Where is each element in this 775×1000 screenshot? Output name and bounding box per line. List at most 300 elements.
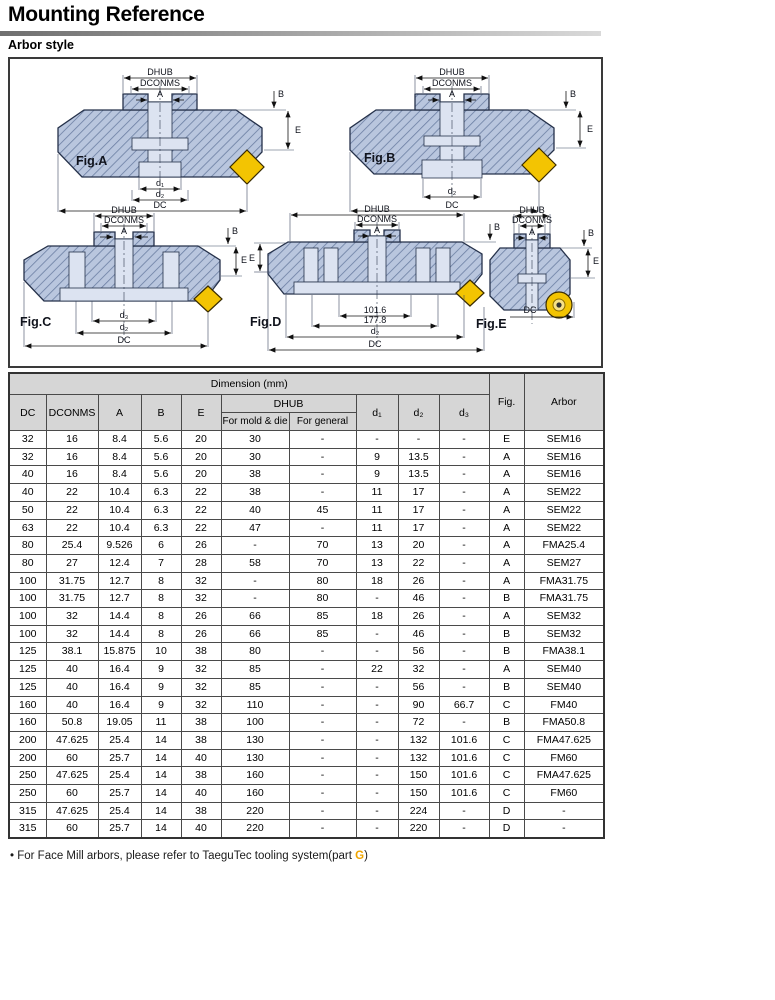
table-cell: B [489,714,524,732]
footnote [10,850,368,862]
table-cell: - [356,767,398,785]
table-cell: 45 [289,501,356,519]
footnote-bullet: • [10,850,15,862]
table-cell: A [489,554,524,572]
table-cell: SEM16 [524,431,604,449]
table-cell: 32 [9,448,46,466]
table-cell: 160 [221,785,289,803]
footnote-text: For Face Mill arbors, please refer to TaeguTec tooling system(part [14,850,356,862]
table-cell: 220 [398,820,439,838]
dim-label-b: B [231,226,239,236]
table-cell: - [289,714,356,732]
table-cell: 10 [141,643,181,661]
dim-label-dc: DC [523,305,537,315]
table-cell: SEM22 [524,501,604,519]
table-cell: 25.4 [98,731,141,749]
table-cell: 66 [221,608,289,626]
table-cell: 70 [289,554,356,572]
column-header-dc: DC [9,395,46,431]
table-cell: SEM27 [524,554,604,572]
table-cell: 30 [221,431,289,449]
column-header-d2: d₂ [398,395,439,431]
dim-label-a: A [528,227,536,237]
table-cell: 160 [221,767,289,785]
table-cell: 14 [141,767,181,785]
table-cell: 12.7 [98,590,141,608]
table-row [9,678,604,696]
table-cell: A [489,519,524,537]
table-cell: 26 [398,572,439,590]
table-cell: 101.6 [439,749,489,767]
table-cell: 315 [9,820,46,838]
table-cell: 32 [181,678,221,696]
table-row [9,608,604,626]
table-cell: 250 [9,767,46,785]
table-row [9,749,604,767]
table-cell: B [489,625,524,643]
column-header-a: A [98,395,141,431]
table-cell: - [221,590,289,608]
table-cell: 26 [181,608,221,626]
table-cell: 50.8 [46,714,98,732]
table-cell: 20 [181,448,221,466]
table-cell: 160 [9,714,46,732]
table-cell: 63 [9,519,46,537]
table-row [9,572,604,590]
table-cell: 101.6 [439,731,489,749]
table-cell: 132 [398,749,439,767]
table-cell: - [439,519,489,537]
table-cell: 38.1 [46,643,98,661]
dim-label-dconms: DCONMS [512,215,552,225]
dim-label-b: B [587,228,595,238]
figure-caption: Fig.C [20,315,52,329]
column-header-dhub: DHUB [221,395,356,413]
table-body [9,431,604,839]
table-cell: 80 [9,554,46,572]
table-cell: 22 [46,519,98,537]
table-cell: - [439,537,489,555]
dim-label-d3: d₃ [119,310,129,320]
table-cell: B [489,678,524,696]
table-cell: 7 [141,554,181,572]
table-cell: 26 [181,537,221,555]
table-cell: 9 [356,448,398,466]
table-cell: E [489,431,524,449]
table-cell: - [356,678,398,696]
table-row [9,448,604,466]
table-cell: - [289,767,356,785]
dim-label-b: B [493,222,501,232]
table-cell: - [356,802,398,820]
table-row [9,590,604,608]
table-cell: - [356,431,398,449]
table-cell: 5.6 [141,448,181,466]
dim-label-dconms: DCONMS [140,78,180,88]
table-cell: 14.4 [98,608,141,626]
figure-a-diagram [20,64,310,214]
table-cell: 9 [356,466,398,484]
table-cell: 66.7 [439,696,489,714]
table-cell: 15.875 [98,643,141,661]
table-cell: 25.7 [98,785,141,803]
table-cell: 17 [398,501,439,519]
table-cell: 17 [398,484,439,502]
table-cell: FMA25.4 [524,537,604,555]
table-row [9,625,604,643]
table-cell: 13 [356,537,398,555]
table-cell: 22 [181,484,221,502]
table-cell: - [439,448,489,466]
table-cell: - [356,820,398,838]
table-cell: - [356,731,398,749]
dim-label-e: E [586,124,594,134]
table-cell: SEM22 [524,519,604,537]
table-cell: 12.7 [98,572,141,590]
table-cell: - [439,802,489,820]
table-cell: 60 [46,785,98,803]
figure-box [8,57,603,368]
table-cell: 16 [46,466,98,484]
table-cell: 25.4 [98,767,141,785]
table-cell: 200 [9,731,46,749]
dim-label-e: E [248,253,256,263]
dim-label-d2: d₂ [370,326,380,336]
table-cell: - [356,696,398,714]
table-cell: - [439,501,489,519]
column-header-dhub-general: For general [289,413,356,431]
table-row [9,484,604,502]
table-cell: 16.4 [98,661,141,679]
table-cell: - [289,484,356,502]
dim-label-dhub: DHUB [519,205,545,215]
table-cell: 60 [46,749,98,767]
table-cell: 18 [356,608,398,626]
table-cell: 9 [141,696,181,714]
dim-label-dc: DC [445,200,459,210]
table-cell: 132 [398,731,439,749]
table-cell: 22 [46,501,98,519]
section-subtitle: Arbor style [8,38,74,52]
table-title: Dimension (mm) [9,373,489,395]
table-cell: - [439,590,489,608]
figure-caption: Fig.D [250,315,282,329]
table-cell: 8.4 [98,466,141,484]
table-row [9,820,604,838]
table-cell: A [489,572,524,590]
table-cell: 200 [9,749,46,767]
table-cell: 9 [141,678,181,696]
column-header-d3: d₃ [439,395,489,431]
table-cell: - [356,590,398,608]
table-cell: - [439,661,489,679]
table-cell: 12.4 [98,554,141,572]
column-header-d1: d₁ [356,395,398,431]
dim-label-a: A [156,89,164,99]
table-cell: 50 [9,501,46,519]
table-cell: - [439,714,489,732]
table-row [9,731,604,749]
table-cell: 22 [356,661,398,679]
table-cell: A [489,661,524,679]
table-cell: 25.4 [98,802,141,820]
table-cell: B [489,643,524,661]
table-cell: 10.4 [98,501,141,519]
table-cell: 85 [289,608,356,626]
table-row [9,714,604,732]
table-row [9,802,604,820]
table-cell: FM60 [524,785,604,803]
table-cell: 32 [46,625,98,643]
table-cell: 20 [181,466,221,484]
table-cell: 38 [181,802,221,820]
column-header-e: E [181,395,221,431]
table-cell: 38 [181,714,221,732]
table-cell: 5.6 [141,431,181,449]
table-cell: - [289,696,356,714]
table-cell: 130 [221,749,289,767]
table-cell: 32 [9,431,46,449]
table-cell: SEM40 [524,661,604,679]
table-cell: - [289,820,356,838]
table-cell: 8 [141,608,181,626]
table-cell: FMA50.8 [524,714,604,732]
table-cell: 25.7 [98,749,141,767]
table-cell: 100 [9,590,46,608]
dim-label-a: A [373,225,381,235]
column-header-dhub-mold: For mold & die [221,413,289,431]
dim-label-a: A [120,226,128,236]
table-cell: 150 [398,767,439,785]
table-cell: A [489,608,524,626]
table-cell: 26 [181,625,221,643]
dim-label-dconms: DCONMS [357,214,397,224]
table-cell: - [524,802,604,820]
table-row [9,501,604,519]
table-cell: 25.4 [46,537,98,555]
table-row [9,466,604,484]
table-cell: 47.625 [46,731,98,749]
table-cell: 70 [289,537,356,555]
table-cell: 20 [398,537,439,555]
table-cell: 14 [141,731,181,749]
table-cell: 40 [9,484,46,502]
table-cell: - [289,466,356,484]
dim-label-d2: d₂ [119,322,129,332]
table-cell: C [489,696,524,714]
column-header-dconms: DCONMS [46,395,98,431]
table-cell: 47.625 [46,767,98,785]
table-cell: 90 [398,696,439,714]
table-cell: 100 [9,608,46,626]
table-cell: A [489,448,524,466]
table-cell: 31.75 [46,590,98,608]
table-cell: 60 [46,820,98,838]
table-cell: 80 [289,572,356,590]
table-cell: 27 [46,554,98,572]
table-cell: 38 [181,767,221,785]
table-cell: 14 [141,749,181,767]
table-cell: 46 [398,625,439,643]
table-cell: 22 [181,519,221,537]
table-cell: 19.05 [98,714,141,732]
table-cell: 100 [9,572,46,590]
table-cell: 10.4 [98,484,141,502]
table-cell: SEM32 [524,608,604,626]
table-cell: 150 [398,785,439,803]
table-cell: 125 [9,678,46,696]
table-cell: 6.3 [141,519,181,537]
table-cell: 14.4 [98,625,141,643]
table-cell: 16 [46,448,98,466]
footnote-part-ref: G [355,850,365,862]
table-cell: 38 [181,643,221,661]
table-cell: 22 [46,484,98,502]
table-cell: 46 [398,590,439,608]
table-cell: FMA38.1 [524,643,604,661]
table-cell: 13 [356,554,398,572]
table-row [9,519,604,537]
dim-label-bolt-circle-2: 177.8 [363,315,387,325]
table-cell: 11 [356,484,398,502]
table-cell: 101.6 [439,767,489,785]
table-cell: 40 [181,749,221,767]
title-rule [0,31,601,36]
table-cell: 80 [9,537,46,555]
table-cell: 9.526 [98,537,141,555]
dim-label-dhub: DHUB [111,205,137,215]
table-cell: 85 [221,661,289,679]
table-cell: 14 [141,820,181,838]
table-cell: 11 [356,501,398,519]
table-row [9,431,604,449]
table-cell: - [439,484,489,502]
dim-label-dhub: DHUB [364,204,390,214]
table-cell: - [289,519,356,537]
table-cell: - [221,572,289,590]
table-cell: FMA47.625 [524,731,604,749]
table-cell: - [439,554,489,572]
table-cell: 22 [181,501,221,519]
insert-screw-center [556,302,561,307]
table-cell: - [356,785,398,803]
table-cell: A [489,484,524,502]
table-cell: - [289,661,356,679]
table-cell: 13.5 [398,448,439,466]
table-cell: A [489,466,524,484]
table-cell: FM40 [524,696,604,714]
table-cell: 8 [141,572,181,590]
figure-caption: Fig.A [76,154,108,168]
table-cell: 28 [181,554,221,572]
table-cell: 38 [221,484,289,502]
table-cell: 40 [221,501,289,519]
table-cell: 32 [181,696,221,714]
table-cell: 56 [398,643,439,661]
table-cell: - [439,643,489,661]
table-cell: 101.6 [439,785,489,803]
table-cell: 47.625 [46,802,98,820]
table-cell: 38 [181,731,221,749]
table-cell: FMA47.625 [524,767,604,785]
table-cell: SEM40 [524,678,604,696]
table-cell: A [489,537,524,555]
table-row [9,537,604,555]
table-cell: - [439,431,489,449]
table-cell: 32 [181,572,221,590]
table-cell: 40 [46,696,98,714]
table-cell: 40 [181,785,221,803]
table-cell: - [221,537,289,555]
table-cell: 26 [398,608,439,626]
table-cell: 8.4 [98,431,141,449]
table-row [9,785,604,803]
table-cell: - [439,608,489,626]
table-cell: 40 [181,820,221,838]
dim-label-e: E [294,125,302,135]
table-cell: 47 [221,519,289,537]
table-cell: 10.4 [98,519,141,537]
table-cell: 9 [141,661,181,679]
table-cell: SEM16 [524,448,604,466]
table-cell: B [489,590,524,608]
table-cell: 38 [221,466,289,484]
table-cell: 13.5 [398,466,439,484]
table-cell: - [289,802,356,820]
dim-label-dconms: DCONMS [104,215,144,225]
figure-caption: Fig.E [476,317,507,331]
table-cell: FMA31.75 [524,572,604,590]
table-cell: 8 [141,590,181,608]
table-cell: - [356,643,398,661]
table-cell: 40 [9,466,46,484]
dim-label-dhub: DHUB [147,67,173,77]
table-cell: - [289,785,356,803]
table-cell: SEM22 [524,484,604,502]
dim-label-e: E [240,255,248,265]
page-title: Mounting Reference [8,3,205,26]
table-cell: 58 [221,554,289,572]
table-cell: 220 [221,820,289,838]
table-row [9,643,604,661]
dim-label-dconms: DCONMS [432,78,472,88]
table-cell: 22 [398,554,439,572]
dim-label-b: B [277,89,285,99]
table-cell: SEM32 [524,625,604,643]
table-cell: 6.3 [141,484,181,502]
table-cell: 16.4 [98,696,141,714]
table-cell: 85 [221,678,289,696]
table-cell: D [489,820,524,838]
table-cell: - [356,625,398,643]
table-cell: D [489,802,524,820]
table-cell: - [439,572,489,590]
table-cell: 8 [141,625,181,643]
table-cell: 56 [398,678,439,696]
table-cell: - [289,749,356,767]
table-cell: 224 [398,802,439,820]
dimension-table [8,372,605,839]
column-header-b: B [141,395,181,431]
table-cell: C [489,767,524,785]
table-cell: - [289,448,356,466]
table-cell: 30 [221,448,289,466]
dim-label-dc: DC [117,335,131,345]
table-cell: - [356,714,398,732]
table-cell: 100 [221,714,289,732]
table-cell: 32 [181,661,221,679]
table-cell: 72 [398,714,439,732]
